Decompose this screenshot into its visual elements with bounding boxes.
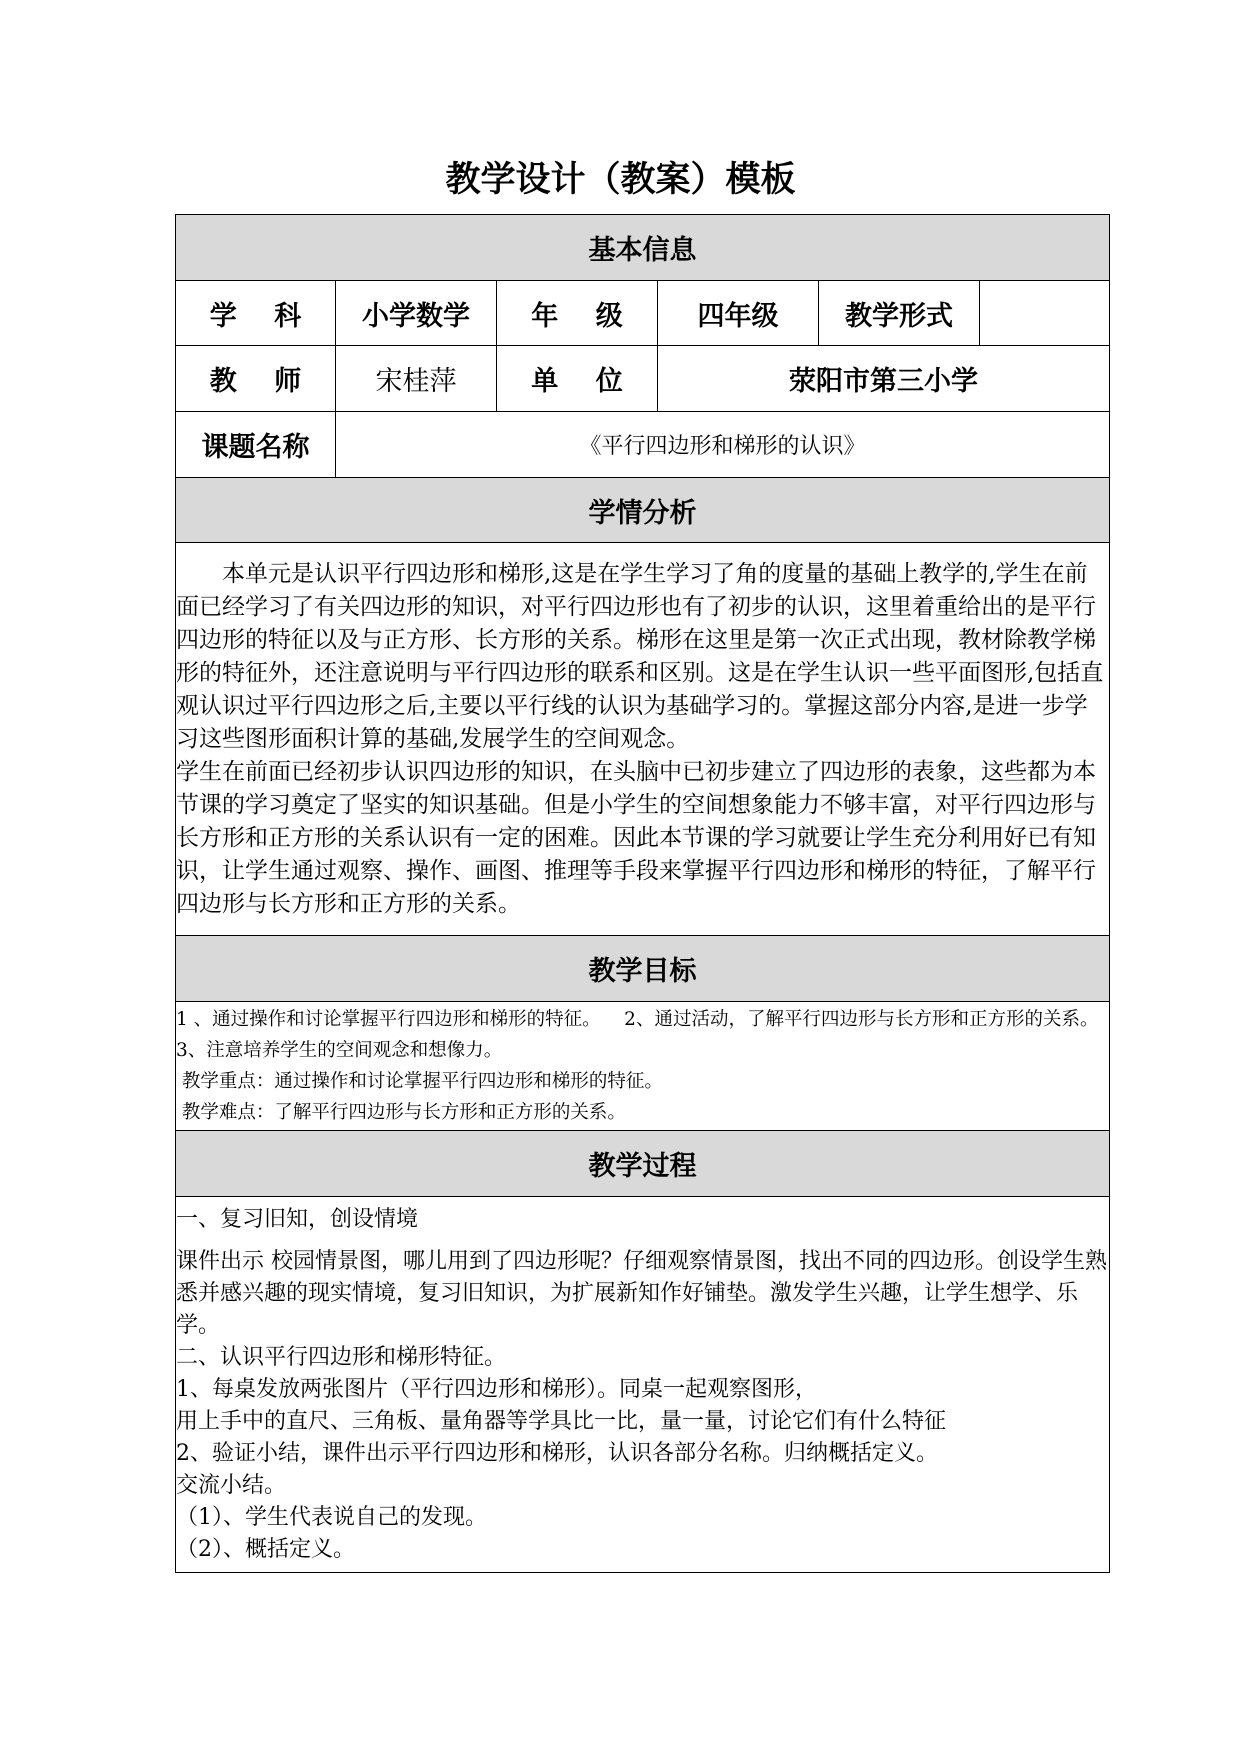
process-line: （1）、学生代表说自己的发现。: [176, 1504, 487, 1530]
grade-label: 年 级: [497, 281, 658, 346]
topic-row: [176, 412, 1110, 478]
goals-list: 1 、通过操作和讨论掌握平行四边形和梯形的特征。 2、通过活动，了解平行四边形与长方形和正方形的关系。3、注意培养学生的空间观念和想像力。: [176, 1009, 1099, 1061]
goals-body: [176, 1002, 1110, 1131]
process-line: 一、复习旧知，创设情境: [176, 1206, 419, 1232]
process-header-row: [176, 1131, 1110, 1197]
topic-value: 《平行四边形和梯形的认识》: [336, 412, 1110, 478]
analysis-paragraph-2: 学生在前面已经初步认识四边形的知识，在头脑中已初步建立了四边形的表象，这些都为本节课的学习奠定了坚实的知识基础。但是小学生的空间想象能力不够丰富，对平行四边形与长方形和正方形的关系认识有一定的困难。因此本节课的学习就要让学生充分利用好已有知识，让学生通过观察、操作、画图、推理等手段来掌握平行四边形和梯形的特征，了解平行四边形与长方形和正方形的关系。: [176, 758, 1096, 917]
goals-body-row: [176, 1002, 1110, 1131]
process-line: 二、认识平行四边形和梯形特征。: [176, 1344, 507, 1370]
process-line: 2、验证小结，课件出示平行四边形和梯形，认识各部分名称。归纳概括定义。: [176, 1440, 938, 1466]
goals-header-row: [176, 936, 1110, 1002]
subject-row: [176, 281, 1110, 346]
analysis-body-row: [176, 543, 1110, 936]
process-line: （2）、概括定义。: [176, 1536, 355, 1562]
subject-label: 学 科: [176, 281, 336, 346]
lesson-plan-table: [175, 214, 1110, 1573]
process-line: 课件出示 校园情景图，哪儿用到了四边形呢？仔细观察情景图，找出不同的四边形。创设学生熟悉并感兴趣的现实情境，复习旧知识，为扩展新知作好铺垫。激发学生兴趣，让学生想学、乐学。: [176, 1248, 1107, 1338]
process-body-row: [176, 1197, 1110, 1573]
process-header: 教学过程: [176, 1131, 1110, 1197]
difficulty-point: 教学难点：了解平行四边形与长方形和正方形的关系。: [176, 1102, 626, 1123]
document-title: 教学设计（教案）模板: [445, 160, 796, 200]
process-line: 交流小结。: [176, 1472, 287, 1498]
analysis-paragraph-1: 本单元是认识平行四边形和梯形,这是在学生学习了角的度量的基础上教学的,学生在前面已经学习了有关四边形的知识，对平行四边形也有了初步的认识，这里着重给出的是平行四边形的特征以及与正方形、长方形的关系。梯形在这里是第一次正式出现，教材除教学梯形的特征外，还注意说明与平行四边形的联系和区别。这是在学生认识一些平面图形,包括直观认识过平行四边形之后,主要以平行线的认识为基础学习的。掌握这部分内容,是进一步学习这些图形面积计算的基础,发展学生的空间观念。: [176, 560, 1104, 752]
process-line: 1、每桌发放两张图片（平行四边形和梯形）。同桌一起观察图形，: [176, 1376, 817, 1402]
goals-header: 教学目标: [176, 936, 1110, 1002]
analysis-body: [176, 543, 1110, 936]
basic-info-header-row: [176, 215, 1110, 281]
topic-label: 课题名称: [176, 412, 336, 478]
key-point: 教学重点：通过操作和讨论掌握平行四边形和梯形的特征。: [176, 1071, 663, 1092]
teaching-form-label: 教学形式: [819, 281, 980, 346]
unit-value: 荥阳市第三小学: [658, 346, 1110, 412]
process-line: 用上手中的直尺、三角板、量角器等学具比一比，量一量，讨论它们有什么特征: [176, 1408, 947, 1434]
subject-value: 小学数学: [336, 281, 497, 346]
teacher-row: [176, 346, 1110, 412]
teacher-label: 教 师: [176, 346, 336, 412]
analysis-header-row: [176, 478, 1110, 543]
teacher-value: 宋桂萍: [336, 346, 497, 412]
unit-label: 单 位: [497, 346, 658, 412]
grade-value: 四年级: [658, 281, 819, 346]
teaching-form-value: [980, 281, 1110, 346]
basic-info-header: 基本信息: [176, 215, 1110, 281]
process-body: [176, 1197, 1110, 1573]
analysis-header: 学情分析: [176, 478, 1110, 543]
